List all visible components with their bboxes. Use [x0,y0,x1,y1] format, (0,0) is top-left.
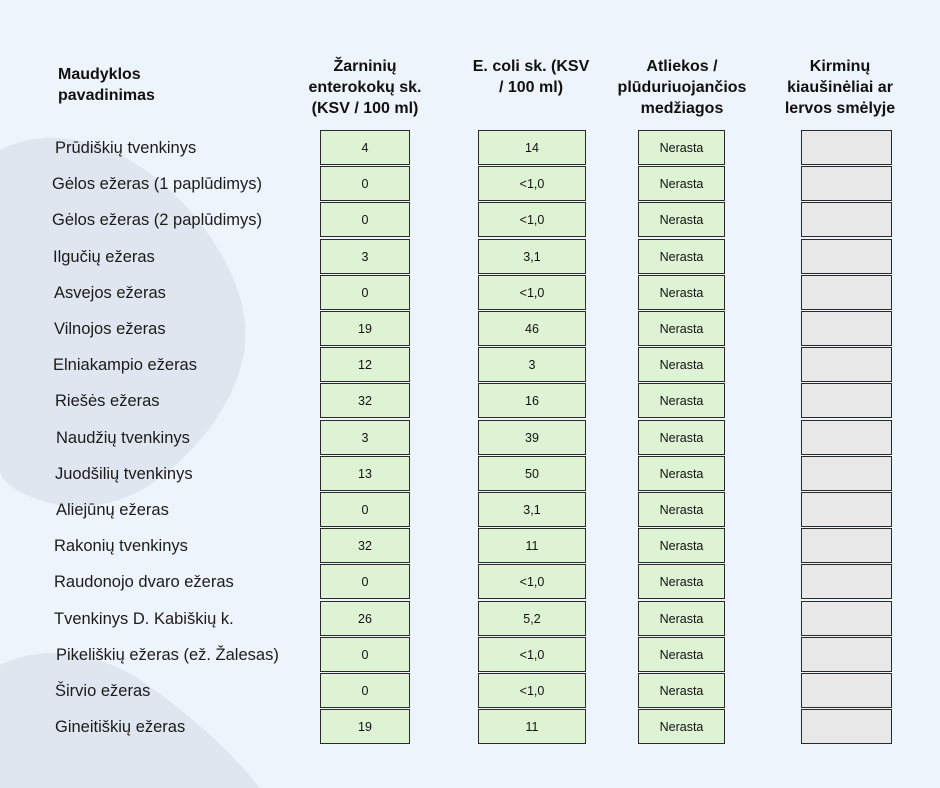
enterococci-cell: 0 [320,637,410,672]
litter-cell: Nerasta [638,347,725,382]
bathing-site-name: Ilgučių ežeras [53,247,155,266]
ecoli-cell: <1,0 [478,275,586,310]
litter-cell: Nerasta [638,420,725,455]
enterococci-cell: 0 [320,673,410,708]
litter-cell: Nerasta [638,673,725,708]
worm-eggs-cell [801,311,892,346]
table-row [0,202,940,238]
table-row [0,637,940,673]
bathing-site-name: Prūdiškių tvenkinys [55,139,197,157]
enterococci-cell: 3 [320,239,410,274]
table-row [0,130,940,166]
ecoli-cell: 16 [478,383,586,418]
worm-eggs-cell [801,601,892,636]
worm-eggs-cell [801,383,892,418]
table-row [0,239,940,275]
bathing-site-name: Asvejos ežeras [54,283,166,302]
litter-cell: Nerasta [638,601,725,636]
table-row [0,564,940,600]
table-row [0,601,940,637]
table-row [0,492,940,528]
litter-cell: Nerasta [638,383,725,418]
litter-cell: Nerasta [638,311,725,346]
worm-eggs-cell [801,275,892,310]
bathing-site-name: Gineitiškių ežeras [55,718,186,737]
enterococci-cell: 12 [320,347,410,382]
ecoli-cell: 14 [478,130,586,165]
enterococci-cell: 19 [320,709,410,744]
ecoli-cell: <1,0 [478,202,586,237]
litter-cell: Nerasta [638,202,725,237]
worm-eggs-cell [801,564,892,599]
ecoli-cell: <1,0 [478,564,586,599]
worm-eggs-cell [801,492,892,527]
enterococci-cell: 13 [320,456,410,491]
table-row [0,347,940,383]
litter-cell: Nerasta [638,239,725,274]
table-row [0,311,940,347]
bathing-site-name: Elniakampio ežeras [53,356,197,375]
ecoli-cell: 3,1 [478,239,586,274]
bathing-site-name: Aliejūnų ežeras [56,501,169,519]
ecoli-cell: <1,0 [478,637,586,672]
worm-eggs-cell [801,166,892,201]
worm-eggs-cell [801,709,892,744]
ecoli-cell: 3,1 [478,492,586,527]
bathing-site-name: Pikeliškių ežeras (ež. Žalesas) [56,645,279,664]
enterococci-cell: 19 [320,311,410,346]
bathing-site-name: Gėlos ežeras (2 paplūdimys) [52,211,263,230]
ecoli-cell: <1,0 [478,166,586,201]
enterococci-cell: 0 [320,564,410,599]
worm-eggs-cell [801,528,892,563]
litter-cell: Nerasta [638,492,725,527]
table-row [0,673,940,709]
enterococci-cell: 0 [320,202,410,237]
worm-eggs-cell [801,637,892,672]
bathing-site-name: Vilnojos ežeras [54,320,166,338]
enterococci-cell: 0 [320,275,410,310]
enterococci-cell: 0 [320,492,410,527]
bathing-site-name: Raudonojo dvaro ežeras [54,573,234,592]
litter-cell: Nerasta [638,637,725,672]
worm-eggs-cell [801,456,892,491]
worm-eggs-cell [801,202,892,237]
worm-eggs-cell [801,347,892,382]
bathing-site-name: Širvio ežeras [55,682,151,700]
litter-cell: Nerasta [638,709,725,744]
bathing-site-name: Riešės ežeras [55,392,160,411]
table-row [0,420,940,456]
ecoli-cell: 11 [478,528,586,563]
worm-eggs-cell [801,130,892,165]
litter-cell: Nerasta [638,564,725,599]
enterococci-cell: 0 [320,166,410,201]
enterococci-cell: 3 [320,420,410,455]
table-row [0,456,940,492]
header-ecoli: E. coli sk. (KSV / 100 ml) [472,58,590,96]
worm-eggs-cell [801,239,892,274]
bathing-site-name: Juodšilių tvenkinys [55,464,193,483]
litter-cell: Nerasta [638,130,725,165]
enterococci-cell: 4 [320,130,410,165]
table-row [0,166,940,202]
enterococci-cell: 26 [320,601,410,636]
bathing-site-name: Rakonių tvenkinys [54,537,188,556]
enterococci-cell: 32 [320,383,410,418]
bathing-site-name: Naudžių tvenkinys [56,428,190,447]
table-row [0,275,940,311]
header-bathing-site-name: Maudyklos pavadinimas [58,66,155,104]
litter-cell: Nerasta [638,456,725,491]
ecoli-cell: <1,0 [478,673,586,708]
ecoli-cell: 5,2 [478,601,586,636]
bathing-site-name: Gėlos ežeras (1 paplūdimys) [52,175,263,194]
bathing-site-name: Tvenkinys D. Kabiškių k. [54,609,234,628]
litter-cell: Nerasta [638,275,725,310]
litter-cell: Nerasta [638,166,725,201]
ecoli-cell: 46 [478,311,586,346]
litter-cell: Nerasta [638,528,725,563]
ecoli-cell: 50 [478,456,586,491]
ecoli-cell: 39 [478,420,586,455]
enterococci-cell: 32 [320,528,410,563]
header-worm-eggs: Kirminų kiaušinėliai ar lervos smėlyje [784,58,896,117]
table-row [0,528,940,564]
worm-eggs-cell [801,673,892,708]
table-row [0,383,940,419]
header-litter: Atliekos / plūduriuojančios medžiagos [617,58,747,117]
worm-eggs-cell [801,420,892,455]
header-enterococci: Žarninių enterokokų sk. (KSV / 100 ml) [308,58,422,117]
ecoli-cell: 11 [478,709,586,744]
ecoli-cell: 3 [478,347,586,382]
table-row [0,709,940,745]
